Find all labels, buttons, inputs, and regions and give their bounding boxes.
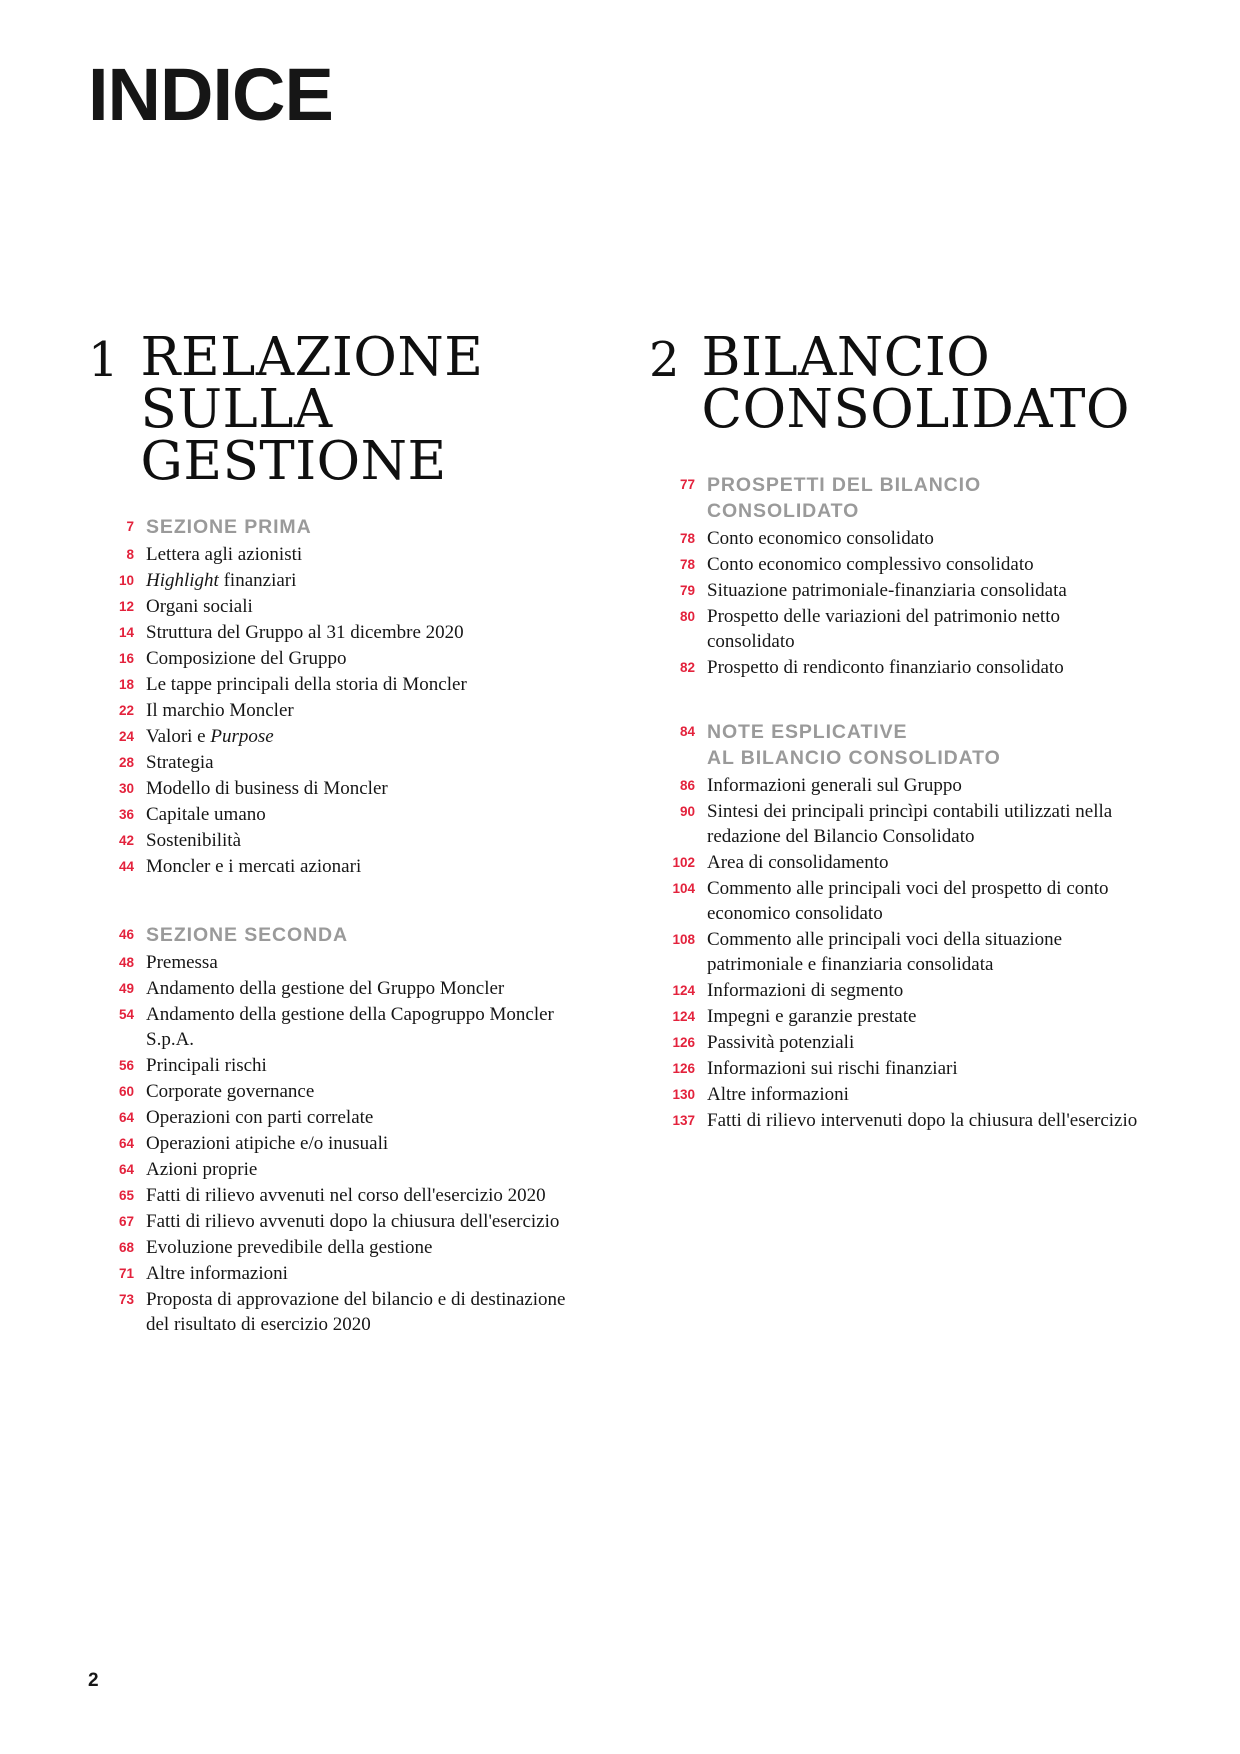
toc-entry[interactable] [88, 802, 591, 827]
entry-title: Composizione del Gruppo [146, 648, 347, 669]
entry-title: Situazione patrimoniale-finanziaria consolidata [707, 580, 1067, 601]
entry-page: 10 [118, 573, 134, 588]
toc-entry[interactable] [88, 594, 591, 619]
entry-page: 56 [118, 1058, 134, 1073]
toc-entry[interactable] [88, 776, 591, 801]
entry-title: Fatti di rilievo avvenuti nel corso dell'esercizio 2020 [146, 1185, 546, 1206]
toc-entry[interactable] [88, 1261, 591, 1286]
column-2-title [701, 327, 1130, 440]
section-label-line: CONSOLIDATO [707, 500, 860, 522]
column-1-title-line-3: GESTIONE [140, 431, 447, 492]
toc-entry[interactable] [649, 578, 1152, 603]
toc-entry[interactable] [88, 828, 591, 853]
entry-title-italic: Highlight [146, 570, 219, 591]
section-spacer [88, 880, 591, 922]
section-header[interactable] [88, 514, 591, 540]
section-sezione-prima [88, 514, 591, 879]
entry-title-plain: Valori e [146, 726, 211, 747]
entry-title: Evoluzione prevedibile della gestione [146, 1237, 433, 1258]
toc-columns [88, 327, 1152, 1338]
entry-page: 22 [118, 703, 134, 718]
entry-page: 130 [672, 1087, 695, 1102]
entry-page: 104 [672, 881, 695, 896]
section-page-number: 77 [679, 477, 695, 492]
section-page-number: 84 [679, 724, 695, 739]
entry-title: Le tappe principali della storia di Moncler [146, 674, 467, 695]
section-page-number: 46 [118, 927, 134, 942]
entry-page: 28 [118, 755, 134, 770]
section-label-line: PROSPETTI DEL BILANCIO [707, 474, 982, 496]
entry-title: Il marchio Moncler [146, 700, 294, 721]
section-label-line: AL BILANCIO CONSOLIDATO [707, 747, 1001, 769]
toc-entry[interactable] [88, 1002, 591, 1052]
toc-entry[interactable] [649, 604, 1152, 654]
entry-page: 86 [679, 778, 695, 793]
toc-entry[interactable] [649, 850, 1152, 875]
toc-entry[interactable] [88, 568, 591, 593]
entry-title: Informazioni di segmento [707, 980, 904, 1001]
section-header[interactable] [88, 922, 591, 948]
entry-page: 124 [672, 983, 695, 998]
section-label [146, 514, 312, 540]
entry-title: Azioni proprie [146, 1159, 258, 1180]
entry-page: 48 [118, 955, 134, 970]
toc-entry[interactable] [88, 1053, 591, 1078]
entry-page: 12 [118, 599, 134, 614]
entry-title: Area di consolidamento [707, 852, 889, 873]
toc-entry[interactable] [649, 773, 1152, 798]
toc-entry[interactable] [88, 724, 591, 749]
column-1-title [140, 327, 484, 492]
toc-column-2 [649, 327, 1152, 1338]
toc-entry[interactable] [88, 620, 591, 645]
section-label-line: NOTE ESPLICATIVE [707, 721, 908, 743]
column-2-title-line-2: CONSOLIDATO [701, 379, 1130, 440]
entry-page: 68 [118, 1240, 134, 1255]
entry-title: Moncler e i mercati azionari [146, 856, 362, 877]
toc-entry[interactable] [88, 1131, 591, 1156]
entry-title: Passività potenziali [707, 1032, 855, 1053]
column-2-title-line-1: BILANCIO [701, 327, 991, 388]
column-2-number: 2 [649, 332, 680, 388]
entry-page: 78 [679, 531, 695, 546]
entry-page: 82 [679, 660, 695, 675]
entry-title: Capitale umano [146, 804, 266, 825]
entry-title: Lettera agli azionisti [146, 544, 303, 565]
entry-title: Prospetto di rendiconto finanziario consolidato [707, 657, 1064, 678]
entry-title: Proposta di approvazione del bilancio e di destinazione del risultato di esercizio 2020 [146, 1289, 566, 1335]
section-spacer [649, 681, 1152, 719]
entry-page: 79 [679, 583, 695, 598]
entry-page: 30 [118, 781, 134, 796]
entry-title: Strategia [146, 752, 214, 773]
toc-entry[interactable] [88, 698, 591, 723]
entry-title: Commento alle principali voci del prospetto di conto economico consolidato [707, 878, 1109, 924]
column-2-sections [649, 472, 1152, 1133]
entry-page: 36 [118, 807, 134, 822]
toc-column-1 [88, 327, 591, 1338]
entry-page: 54 [118, 1007, 134, 1022]
toc-entry[interactable] [649, 876, 1152, 926]
entry-page: 49 [118, 981, 134, 996]
entry-page: 73 [118, 1292, 134, 1307]
toc-entry[interactable] [88, 542, 591, 567]
entry-title: Impegni e garanzie prestate [707, 1006, 917, 1027]
toc-entry[interactable] [649, 655, 1152, 680]
entry-title: Sintesi dei principali princìpi contabili utilizzati nella redazione del Bilancio Consolidato [707, 801, 1113, 847]
entry-page: 14 [118, 625, 134, 640]
entry-page: 64 [118, 1136, 134, 1151]
entry-page: 137 [672, 1113, 695, 1128]
toc-entry[interactable] [649, 1056, 1152, 1081]
entry-page: 65 [118, 1188, 134, 1203]
entry-page: 60 [118, 1084, 134, 1099]
toc-entry[interactable] [649, 1030, 1152, 1055]
section-label [707, 472, 981, 524]
entry-title: Fatti di rilievo avvenuti dopo la chiusura dell'esercizio [146, 1211, 560, 1232]
section-label [707, 719, 1001, 771]
entry-title-italic: Purpose [210, 726, 274, 747]
entry-page: 64 [118, 1162, 134, 1177]
toc-entry[interactable] [88, 1183, 591, 1208]
section-header[interactable] [649, 472, 1152, 524]
entry-title [146, 724, 274, 749]
entry-title: Organi sociali [146, 596, 253, 617]
toc-entry[interactable] [649, 1108, 1152, 1133]
toc-entry[interactable] [649, 1004, 1152, 1029]
entry-page: 64 [118, 1110, 134, 1125]
entry-page: 126 [672, 1061, 695, 1076]
toc-entry[interactable] [88, 950, 591, 975]
entry-page: 67 [118, 1214, 134, 1229]
section-label-line: SEZIONE PRIMA [146, 516, 312, 538]
entry-title: Prospetto delle variazioni del patrimonio netto consolidato [707, 606, 1060, 652]
entry-title: Principali rischi [146, 1055, 267, 1076]
section-label [146, 922, 348, 948]
column-1-title-line-1: RELAZIONE [140, 327, 484, 388]
toc-entry[interactable] [88, 1235, 591, 1260]
toc-entry[interactable] [649, 1082, 1152, 1107]
section-label-line: SEZIONE SECONDA [146, 924, 349, 946]
entry-page: 16 [118, 651, 134, 666]
entry-page: 80 [679, 609, 695, 624]
entry-title: Commento alle principali voci della situazione patrimoniale e finanziaria consolidata [707, 929, 1063, 975]
section-prospetti-bilancio [649, 472, 1152, 680]
section-sezione-seconda [88, 922, 591, 1337]
entry-title: Informazioni sui rischi finanziari [707, 1058, 958, 1079]
entry-title: Modello di business di Moncler [146, 778, 388, 799]
column-1-title-line-2: SULLA [140, 379, 333, 440]
entry-title: Struttura del Gruppo al 31 dicembre 2020 [146, 622, 464, 643]
toc-entry[interactable] [649, 927, 1152, 977]
column-1-header [88, 327, 591, 492]
entry-page: 8 [126, 547, 134, 562]
toc-entry[interactable] [88, 672, 591, 697]
section-note-esplicative [649, 719, 1152, 1133]
toc-entry[interactable] [88, 976, 591, 1001]
toc-entry[interactable] [88, 854, 591, 879]
entry-page: 78 [679, 557, 695, 572]
toc-entry[interactable] [649, 799, 1152, 849]
toc-entry[interactable] [88, 1079, 591, 1104]
entry-page: 24 [118, 729, 134, 744]
entry-title: Altre informazioni [707, 1084, 849, 1105]
column-1-number: 1 [88, 332, 119, 388]
entry-page: 124 [672, 1009, 695, 1024]
entry-title-rest: finanziari [218, 570, 297, 591]
entry-page: 71 [118, 1266, 134, 1281]
entry-title: Altre informazioni [146, 1263, 288, 1284]
entry-title: Premessa [146, 952, 218, 973]
toc-entry[interactable] [88, 1287, 591, 1337]
entry-page: 18 [118, 677, 134, 692]
toc-entry[interactable] [649, 552, 1152, 577]
entry-page: 42 [118, 833, 134, 848]
entry-title: Fatti di rilievo intervenuti dopo la chiusura dell'esercizio [707, 1110, 1138, 1131]
toc-entry[interactable] [88, 646, 591, 671]
page-folio: 2 [88, 1670, 99, 1691]
entry-title [146, 568, 296, 593]
entry-title: Conto economico consolidato [707, 528, 934, 549]
column-2-header [649, 327, 1152, 440]
toc-entry[interactable] [88, 750, 591, 775]
entry-page: 90 [679, 804, 695, 819]
entry-page: 108 [672, 932, 695, 947]
entry-page: 126 [672, 1035, 695, 1050]
entry-title: Informazioni generali sul Gruppo [707, 775, 962, 796]
section-header[interactable] [649, 719, 1152, 771]
entry-title: Operazioni con parti correlate [146, 1107, 374, 1128]
toc-entry[interactable] [88, 1157, 591, 1182]
toc-entry[interactable] [649, 978, 1152, 1003]
page-title: INDICE [88, 53, 333, 136]
entry-title: Sostenibilità [146, 830, 241, 851]
entry-title: Operazioni atipiche e/o inusuali [146, 1133, 389, 1154]
toc-entry[interactable] [88, 1209, 591, 1234]
entry-page: 44 [118, 859, 134, 874]
section-page-number: 7 [126, 519, 134, 534]
entry-title: Andamento della gestione della Capogruppo Moncler S.p.A. [146, 1004, 554, 1050]
toc-entry[interactable] [649, 526, 1152, 551]
toc-entry[interactable] [88, 1105, 591, 1130]
entry-title: Andamento della gestione del Gruppo Moncler [146, 978, 505, 999]
entry-page: 102 [672, 855, 695, 870]
entry-title: Corporate governance [146, 1081, 315, 1102]
entry-title: Conto economico complessivo consolidato [707, 554, 1034, 575]
